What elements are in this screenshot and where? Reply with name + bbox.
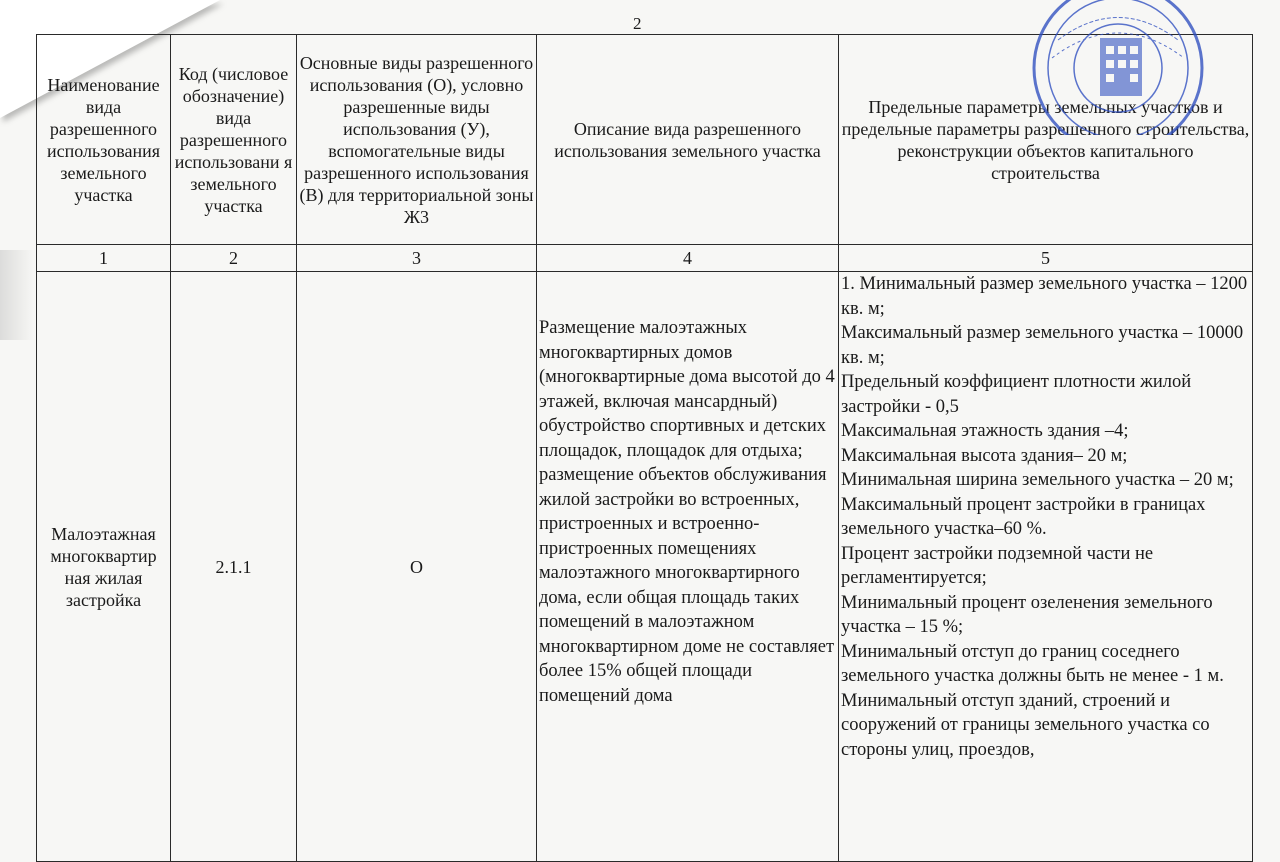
parameter-line: Минимальный отступ до границ соседнего земельного участка должны быть не менее - 1 м. <box>841 641 1224 686</box>
parameter-line: Минимальная ширина земельного участка – 20 м; <box>841 470 1234 490</box>
page-number: 2 <box>633 14 642 33</box>
column-number: 3 <box>297 245 537 272</box>
column-number: 1 <box>37 245 171 272</box>
parameter-line: Минимальный процент озеленения земельного участка – 15 %; <box>841 592 1213 637</box>
parameters-cell <box>839 272 1253 862</box>
use-type-cell: О <box>297 272 537 862</box>
official-stamp-icon <box>1018 0 1208 135</box>
column-number: 2 <box>171 245 297 272</box>
column-number: 5 <box>839 245 1253 272</box>
parameter-line: Предельный коэффициент плотности жилой застройки - 0,5 <box>841 372 1192 417</box>
parameter-line: Максимальный размер земельного участка – 10000 кв. м; <box>841 323 1244 368</box>
header-code: Код (числовое обозначение) вида разрешенного использовани я земельного участка <box>171 35 297 245</box>
parameter-line: Максимальная высота здания– 20 м; <box>841 445 1128 466</box>
use-name-cell: Малоэтажная многоквартир ная жилая застройка <box>37 272 171 862</box>
parameter-line: 1. Минимальный размер земельного участка – 1200 кв. м; <box>841 274 1248 319</box>
scan-smudge <box>0 250 34 340</box>
table-row <box>37 272 1253 862</box>
header-use-type: Основные виды разрешенного использования (О), условно разрешенные виды использования (У), вспомогательные виды разрешенного использования (В) для территориальной зоны Ж3 <box>297 35 537 245</box>
parameter-line: Максимальный процент застройки в границах земельного участка–60 %. <box>841 494 1206 539</box>
header-parameters: Предельные параметры земельных участков и предельные параметры разрешенного строительства, реконструкции объектов капитального строительства <box>839 35 1253 245</box>
column-number: 4 <box>537 245 839 272</box>
header-name: Наименование вида разрешенного использования земельного участка <box>37 35 171 245</box>
parameter-line: Процент застройки подземной части не регламентируется; <box>841 543 1154 588</box>
use-code-cell: 2.1.1 <box>171 272 297 862</box>
parameter-line: Минимальный отступ зданий, строений и сооружений от границы земельного участка со стороны улиц, проездов, <box>841 690 1210 760</box>
use-description-cell: Размещение малоэтажных многоквартирных домов (многоквартирные дома высотой до 4 этажей, включая мансардный) обустройство спортивных и детских площадок, площадок для отдыха; размещение объектов обслуживания жилой застройки во встроенных, пристроенных и встроенно-пристроенных помещениях малоэтажного многоквартирного дома, если общая площадь таких помещений в малоэтажном многоквартирном доме не составляет более 15% общей площади помещений дома <box>537 272 839 862</box>
parameter-line: Максимальная этажность здания –4; <box>841 421 1129 441</box>
zoning-table <box>36 34 1253 862</box>
column-number-row <box>37 245 1253 272</box>
header-description: Описание вида разрешенного использования земельного участка <box>537 35 839 245</box>
